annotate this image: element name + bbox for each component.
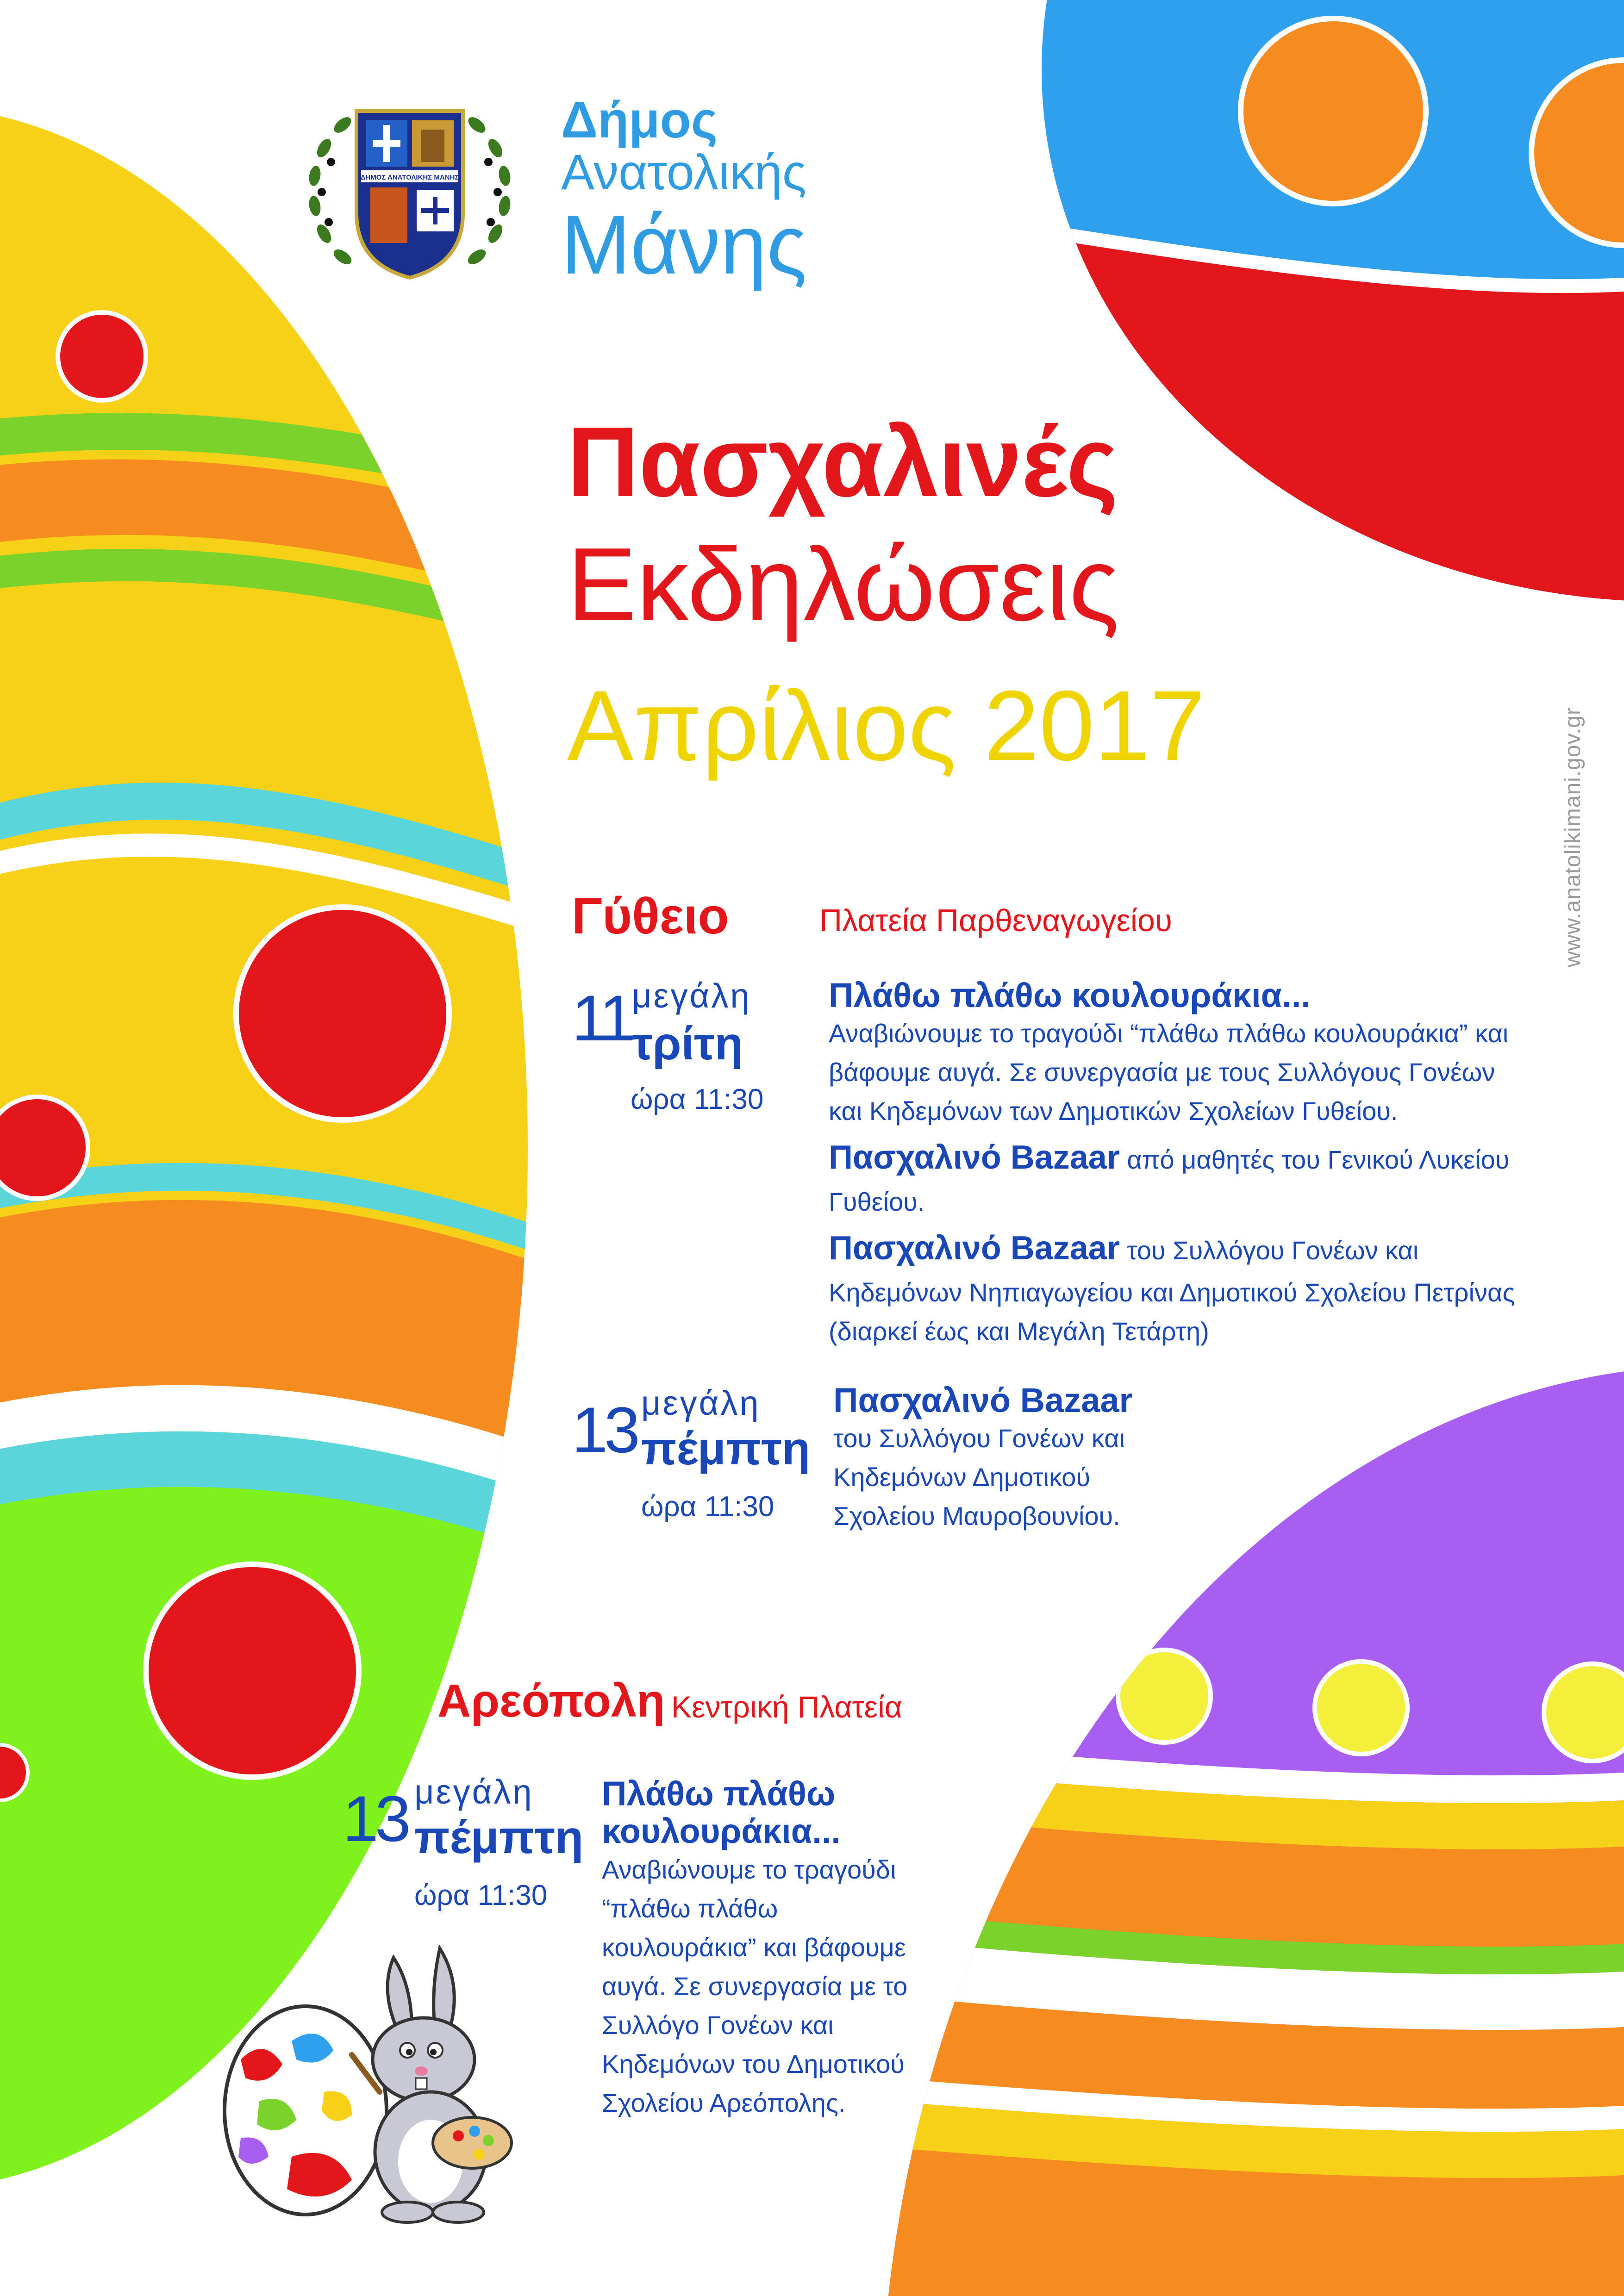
gytheio-day2-number: 13 (572, 1394, 637, 1466)
areopoli-day-name: πέμπτη (414, 1811, 584, 1863)
gytheio-day2-time: ώρα 11:30 (641, 1491, 775, 1523)
title-line1: Πασχαλινές (567, 406, 1118, 517)
gytheio-day2-name: πέμπτη (641, 1423, 811, 1475)
gytheio-day1-prefix: μεγάλη (632, 977, 751, 1015)
gytheio-event3-title: Πασχαλινό Bazaar (829, 1230, 1120, 1267)
gytheio-event2-text: από μαθητές του Γενικού Λυκείου Γυθείου. (829, 1145, 1510, 1217)
areopoli-event-text: Αναβιώνουμε το τραγούδι “πλάθω πλάθω κουλουράκια” και βάφουμε αυγά. Σε συνεργασία με το Συλλόγο Γονέων και Κηδεμόνων του Δημοτικού Σχολείου Αρεόπολης. (602, 1854, 908, 2117)
gytheio-day1-number: 11 (572, 982, 632, 1054)
areopoli-day-number: 13 (343, 1782, 407, 1855)
gytheio-event3-text: του Συλλόγου Γονέων και Κηδεμόνων Νηπιαγωγείου και Δημοτικού Σχολείου Πετρίνας (διαρκεί έως και Μεγάλη Τετάρτη) (829, 1236, 1515, 1346)
gytheio-event3 (829, 1223, 1523, 1351)
website-url: www.anatolikimani.gov.gr (1561, 707, 1585, 967)
gytheio-event1-text: Αναβιώνουμε το τραγούδι “πλάθω πλάθω κουλουράκια” και βάφουμε αυγά. Σε συνεργασία με τους Συλλόγους Γονέων και Κηδεμόνων των Δημοτικών Σχολείων Γυθείου. (829, 1019, 1509, 1126)
emblem-text: ΔΗΜΟΣ ΑΝΑΤΟΛΙΚΗΣ ΜΑΝΗΣ (360, 174, 459, 181)
gytheio-day1-events (829, 977, 1523, 1351)
gytheio-day2-event-text: του Συλλόγου Γονέων και Κηδεμόνων Δημοτικού Σχολείου Μαυροβουνίου. (833, 1424, 1125, 1531)
title-line3: Απρίλιος 2017 (567, 670, 1206, 781)
areopoli-events (602, 1775, 921, 2122)
title-line2: Εκδηλώσεις (567, 526, 1119, 642)
areopoli-event-title: Πλάθω πλάθω κουλουράκια... (602, 1774, 841, 1851)
gytheio-day2-events (833, 1381, 1157, 1536)
areopoli-day-time: ώρα 11:30 (414, 1879, 548, 1911)
municipality-emblem-icon (296, 93, 523, 287)
areopoli-town: Αρεόπολη (437, 1675, 665, 1727)
gytheio-event2 (829, 1132, 1523, 1221)
gytheio-day1-time: ώρα 11:30 (631, 1083, 764, 1115)
gytheio-event1-title: Πλάθω πλάθω κουλουράκια... (829, 976, 1311, 1014)
municipality-name-line2: Ανατολικής (561, 144, 806, 200)
gytheio-day2-prefix: μεγάλη (641, 1384, 761, 1422)
municipality-name-line1: Δήμος (561, 92, 718, 149)
easter-bunny-painting-egg-icon (213, 1939, 537, 2226)
areopoli-day-prefix: μεγάλη (414, 1773, 534, 1811)
areopoli-venue: Κεντρική Πλατεία (671, 1690, 902, 1724)
gytheio-event2-title: Πασχαλινό Bazaar (829, 1139, 1120, 1176)
gytheio-day1-name: τρίτη (632, 1018, 743, 1070)
gytheio-day2-event-title: Πασχαλινό Bazaar (833, 1381, 1133, 1419)
gytheio-venue: Πλατεία Παρθεναγωγείου (819, 903, 1172, 938)
municipality-name-line3: Μάνης (561, 199, 807, 292)
gytheio-town: Γύθειο (572, 888, 729, 945)
